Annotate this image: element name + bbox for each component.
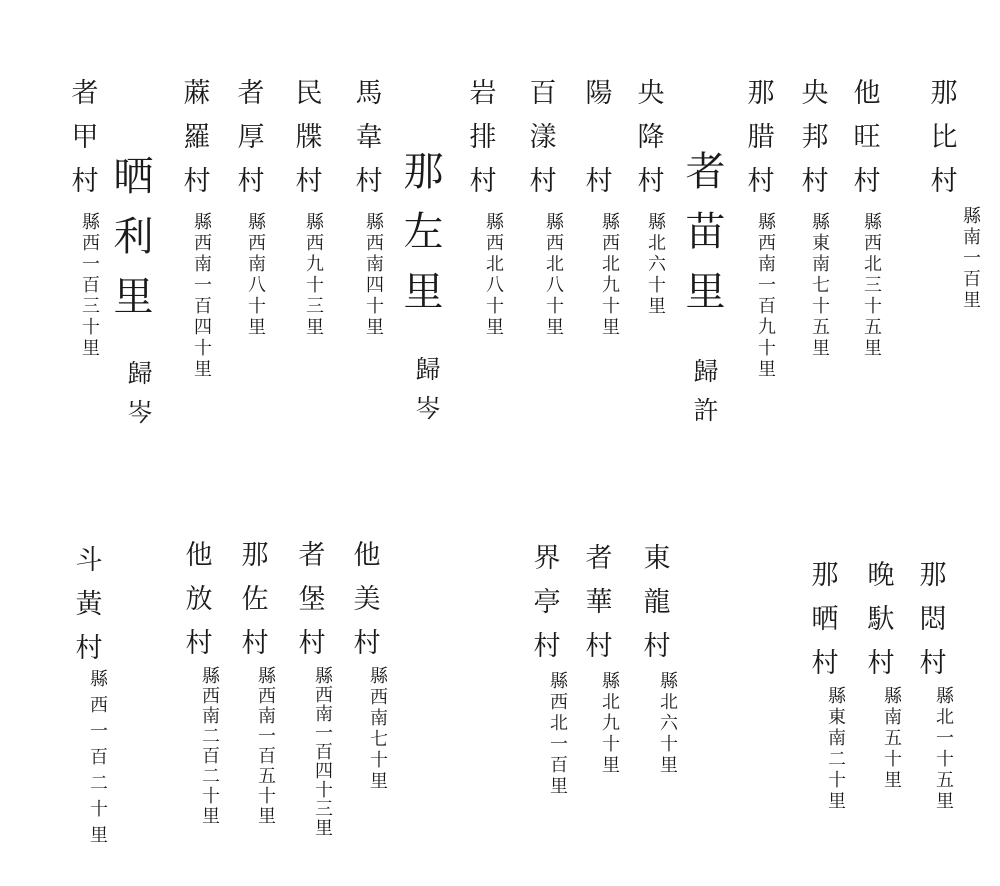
village-entry <box>632 543 676 776</box>
village-distance: 縣西南一百五十里 <box>255 666 276 826</box>
village-distance: 縣南五十里 <box>881 686 902 791</box>
village-entry <box>796 78 828 359</box>
village-name: 他旺村 <box>848 78 880 210</box>
village-name: 央邦村 <box>796 78 828 210</box>
village-name: 晚馱村 <box>862 560 894 692</box>
village-distance: 縣東南二十里 <box>825 686 846 812</box>
village-name: 民牒村 <box>290 78 322 210</box>
village-name: 岩排村 <box>464 78 496 210</box>
village-name: 那比村 <box>925 78 957 210</box>
village-distance: 縣北九十里 <box>599 671 620 776</box>
village-name: 百漾村 <box>524 78 556 210</box>
li-name: 那左里 <box>397 150 443 330</box>
village-entry <box>230 540 274 826</box>
village-name: 那佐村 <box>236 540 268 672</box>
village-name: 者厚村 <box>232 78 264 210</box>
li-name: 晒利里 <box>107 155 153 335</box>
village-entry <box>232 78 264 338</box>
li-note: 歸岑 <box>412 356 441 434</box>
village-entry <box>908 560 952 812</box>
li-note: 歸許 <box>690 358 719 436</box>
village-name: 他放村 <box>180 540 212 672</box>
village-distance: 縣西北八十里 <box>543 212 564 338</box>
village-entry <box>458 78 502 338</box>
village-distance: 縣西一百三十里 <box>79 212 100 359</box>
village-entry <box>178 78 210 380</box>
village-distance: 縣西北九十里 <box>599 212 620 338</box>
village-entry <box>574 543 618 776</box>
village-name: 那腊村 <box>742 78 774 210</box>
village-name: 陽 村 <box>580 78 612 210</box>
village-entry <box>574 78 618 338</box>
village-entry <box>518 78 562 338</box>
village-entry <box>903 78 979 311</box>
village-distance: 縣西一百二十里 <box>87 669 108 851</box>
village-name: 央降村 <box>632 78 664 210</box>
village-name: 那晒村 <box>806 560 838 692</box>
village-name: 那悶村 <box>914 560 946 692</box>
village-entry <box>848 78 880 359</box>
village-distance: 縣北六十里 <box>645 212 666 317</box>
village-distance: 縣東南七十五里 <box>809 212 830 359</box>
village-name: 馬韋村 <box>350 78 382 210</box>
li-note: 歸岑 <box>124 360 153 438</box>
village-entry <box>342 540 386 792</box>
village-entry <box>350 78 382 338</box>
village-distance: 縣西北一百里 <box>547 671 568 797</box>
village-distance: 縣西南四十里 <box>363 212 384 338</box>
village-name: 東龍村 <box>638 543 670 675</box>
village-distance: 縣南一百里 <box>960 206 981 311</box>
village-entry <box>66 78 98 359</box>
village-distance: 縣西北三十五里 <box>861 212 882 359</box>
village-distance: 縣西南一百九十里 <box>755 212 776 380</box>
village-distance: 縣西南二百二十里 <box>199 666 220 826</box>
li-name: 者苗里 <box>679 150 725 330</box>
village-entry <box>174 540 218 826</box>
village-entry <box>66 545 106 851</box>
village-distance: 縣西南一百四十里 <box>191 212 212 380</box>
village-name: 者堡村 <box>293 540 325 672</box>
village-entry <box>632 78 664 317</box>
village-name: 者甲村 <box>66 78 98 210</box>
village-distance: 縣西南七十里 <box>367 666 388 792</box>
village-distance: 縣北六十里 <box>657 671 678 776</box>
village-distance: 縣北一十五里 <box>933 686 954 812</box>
village-distance: 縣西南八十里 <box>245 212 266 338</box>
village-name: 他美村 <box>348 540 380 672</box>
village-name: 者華村 <box>580 543 612 675</box>
village-name: 蔴羅村 <box>178 78 210 210</box>
village-name: 界亭村 <box>528 543 560 675</box>
village-distance: 縣西南一百四十三里 <box>312 666 333 837</box>
village-entry <box>800 560 844 812</box>
village-entry <box>522 543 566 797</box>
village-distance: 縣西九十三里 <box>303 212 324 338</box>
village-name: 斗黃村 <box>70 545 102 677</box>
village-entry <box>856 560 900 791</box>
village-entry <box>287 540 331 837</box>
village-distance: 縣西北八十里 <box>483 212 504 338</box>
village-entry <box>742 78 774 380</box>
village-entry <box>290 78 322 338</box>
